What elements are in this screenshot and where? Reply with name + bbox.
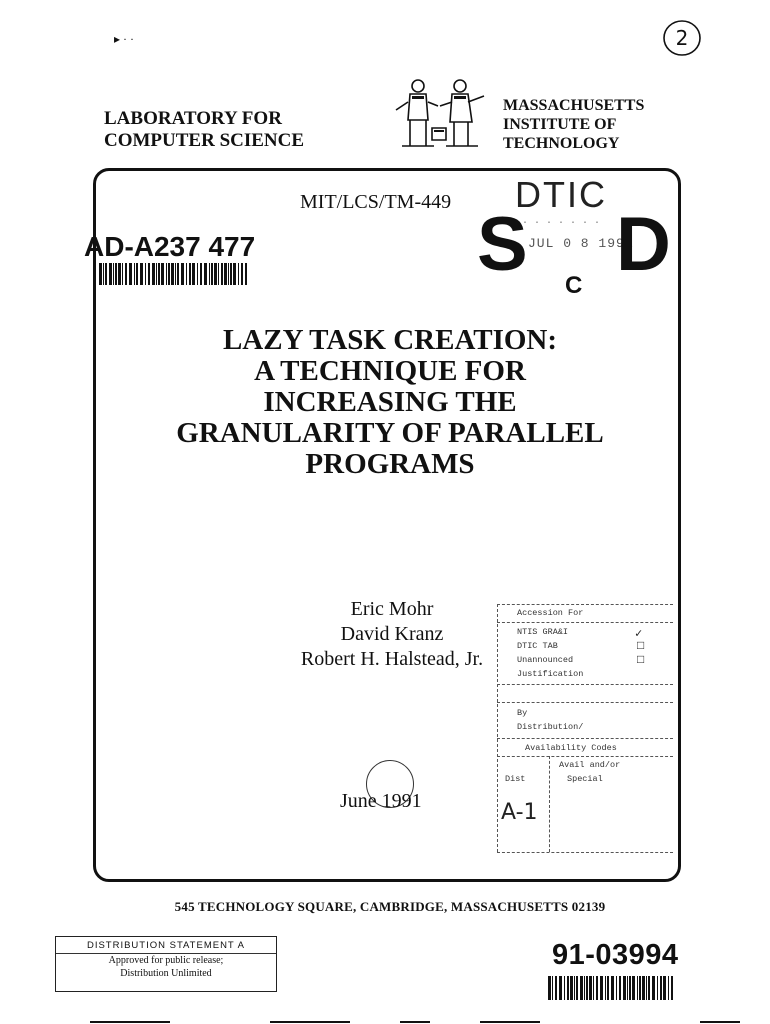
- barcode-bar: [218, 263, 219, 285]
- barcode-bar: [115, 263, 117, 285]
- barcode-bar: [663, 976, 666, 1000]
- author-2: David Kranz: [340, 623, 444, 645]
- barcode-bar: [660, 976, 662, 1000]
- barcode-bar: [181, 263, 184, 285]
- barcode-bar: [171, 263, 174, 285]
- inst-line-3: TECHNOLOGY: [503, 135, 620, 152]
- barcode-bar: [627, 976, 628, 1000]
- barcode-bar: [600, 976, 603, 1000]
- barcode-bar: [629, 976, 631, 1000]
- barcode-bar: [186, 263, 187, 285]
- barcode-bar: [619, 976, 621, 1000]
- barcode-bar: [648, 976, 650, 1000]
- barcode-bar: [189, 263, 191, 285]
- seal-two-figures-icon: [388, 76, 492, 150]
- barcode-bar: [209, 263, 210, 285]
- barcode-bar: [125, 263, 127, 285]
- barcode-bar: [109, 263, 112, 285]
- barcode-bar: [103, 263, 104, 285]
- barcode-bar: [233, 263, 236, 285]
- acc-row-avail: Availability Codes: [525, 743, 617, 753]
- barcode-bar: [559, 976, 562, 1000]
- title-line-4: GRANULARITY OF PARALLEL: [176, 417, 604, 449]
- acc-row-availand: Avail and/or: [559, 760, 621, 770]
- institute-name: [503, 96, 644, 153]
- dtic-date: JUL 0 8 1991: [528, 236, 634, 251]
- scan-bottom-edge: [0, 1019, 770, 1024]
- barcode-bar: [611, 976, 614, 1000]
- title-line-5: PROGRAMS: [305, 448, 475, 480]
- barcode-bar: [570, 976, 573, 1000]
- barcode-bar: [596, 976, 598, 1000]
- barcode-bar: [214, 263, 217, 285]
- dtic-label: DTIC: [515, 174, 607, 215]
- barcode-bar: [129, 263, 132, 285]
- barcode-bar: [555, 976, 557, 1000]
- barcode-bar: [657, 976, 658, 1000]
- barcode-bar: [122, 263, 123, 285]
- barcode-bar: [99, 263, 102, 285]
- acc-check-mark: ✓: [635, 627, 643, 641]
- dist-line-2: Distribution Unlimited: [120, 968, 212, 979]
- dtic-letter-c: C: [565, 272, 583, 299]
- barcode-bar: [548, 976, 551, 1000]
- barcode-bar: [145, 263, 146, 285]
- acc-handwritten: A-1: [501, 800, 538, 825]
- inst-line-2: INSTITUTE OF: [503, 116, 617, 133]
- acc-row-special: Special: [567, 774, 603, 784]
- barcode-bar: [134, 263, 135, 285]
- barcode-bar: [197, 263, 198, 285]
- acc-row-diststat: Dist: [505, 774, 526, 784]
- title-line-2: A TECHNIQUE FOR: [254, 355, 526, 387]
- title-line-1: LAZY TASK CREATION:: [222, 324, 558, 356]
- acc-row-ntis: NTIS GRA&I: [517, 627, 569, 637]
- lab-line-1: LABORATORY FOR: [104, 108, 282, 129]
- barcode-bar: [118, 263, 121, 285]
- barcode-bar: [224, 263, 227, 285]
- barcode-bar: [105, 263, 107, 285]
- scan-specks: ▸ · ·: [114, 32, 135, 46]
- corner-mark-text: 2: [675, 26, 689, 50]
- address: 545 TECHNOLOGY SQUARE, CAMBRIDGE, MASSACHUSETTS 02139: [174, 899, 606, 914]
- barcode-bar: [161, 263, 164, 285]
- barcode-bar: [552, 976, 553, 1000]
- barcode-bar: [238, 263, 239, 285]
- barcode-bar: [671, 976, 673, 1000]
- barcode-bar: [564, 976, 565, 1000]
- acc-header: Accession For: [517, 608, 584, 618]
- barcode-bar: [168, 263, 170, 285]
- ad-number: AD-A237 477: [84, 231, 256, 262]
- acc-box-1: □: [637, 639, 645, 653]
- acc-row-dist: Distribution/: [517, 722, 584, 732]
- barcode-bar: [158, 263, 160, 285]
- dist-line-1: Approved for public release;: [108, 955, 224, 966]
- barcode-bar: [576, 976, 578, 1000]
- report-number: MIT/LCS/TM-449: [300, 191, 452, 213]
- inst-line-1: MASSACHUSETTS: [503, 97, 645, 114]
- lab-line-2: COMPUTER SCIENCE: [104, 130, 305, 151]
- barcode-bar: [148, 263, 150, 285]
- barcode-bar: [140, 263, 143, 285]
- acc-row-by: By: [517, 708, 528, 718]
- barcode-bar: [221, 263, 223, 285]
- barcode-bar: [166, 263, 167, 285]
- barcode-bar: [637, 976, 638, 1000]
- barcode-bar: [136, 263, 138, 285]
- barcode-bar: [156, 263, 157, 285]
- dtic-letter-d: D: [616, 202, 671, 287]
- barcode-bar: [639, 976, 641, 1000]
- barcode-bar: [192, 263, 195, 285]
- barcode-bar: [589, 976, 592, 1000]
- barcode-bar: [605, 976, 606, 1000]
- barcode-bar: [567, 976, 569, 1000]
- document-number: 91-03994: [552, 939, 679, 971]
- barcode-bar: [204, 263, 207, 285]
- barcode-bar: [646, 976, 647, 1000]
- barcode-bar: [584, 976, 585, 1000]
- barcode-bar: [632, 976, 635, 1000]
- barcode-small: [99, 263, 247, 285]
- acc-row-just: Justification: [517, 669, 584, 679]
- barcode-bar: [230, 263, 232, 285]
- barcode-bar: [668, 976, 669, 1000]
- barcode-bar: [177, 263, 179, 285]
- barcode-bar: [241, 263, 243, 285]
- barcode-bar: [586, 976, 588, 1000]
- barcode-bar: [152, 263, 155, 285]
- author-1: Eric Mohr: [350, 598, 434, 620]
- barcode-bar: [228, 263, 229, 285]
- publication-date: June 1991: [340, 790, 422, 812]
- barcode-bar: [607, 976, 609, 1000]
- barcode-bar: [623, 976, 626, 1000]
- dtic-dots: · · · · · · ·: [522, 218, 601, 229]
- barcode-bar: [580, 976, 583, 1000]
- report-title: [100, 325, 680, 480]
- barcode-bar: [211, 263, 213, 285]
- barcode-bar: [200, 263, 202, 285]
- circled-number-mark: [662, 18, 702, 58]
- accession-form: [497, 604, 673, 858]
- acc-row-unann: Unannounced: [517, 655, 574, 665]
- barcode-bar: [574, 976, 575, 1000]
- barcode-bar: [616, 976, 617, 1000]
- barcode-large: [548, 976, 674, 1000]
- barcode-bar: [642, 976, 645, 1000]
- barcode-bar: [245, 263, 247, 285]
- dist-heading: DISTRIBUTION STATEMENT A: [56, 940, 276, 954]
- barcode-bar: [652, 976, 655, 1000]
- distribution-statement: [55, 936, 277, 992]
- authors: [272, 597, 512, 672]
- author-3: Robert H. Halstead, Jr.: [300, 648, 484, 670]
- barcode-bar: [175, 263, 176, 285]
- barcode-bar: [113, 263, 114, 285]
- dtic-letter-s: S: [477, 202, 528, 287]
- lab-name: [104, 108, 304, 152]
- barcode-bar: [593, 976, 594, 1000]
- acc-box-2: □: [637, 653, 645, 667]
- acc-row-dtic: DTIC TAB: [517, 641, 558, 651]
- title-line-3: INCREASING THE: [263, 386, 517, 418]
